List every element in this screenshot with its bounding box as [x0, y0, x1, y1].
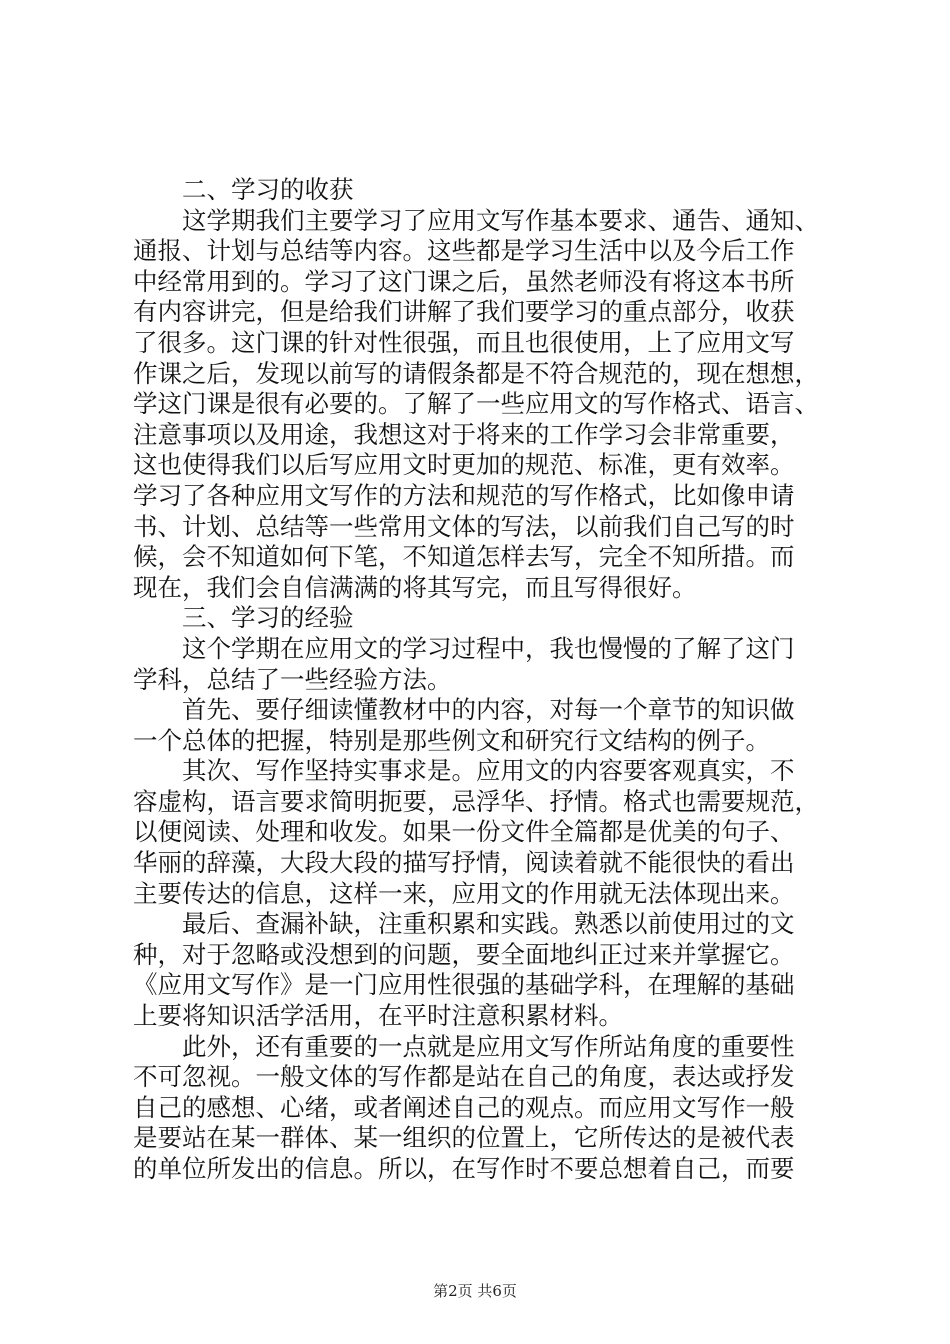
text-line: 最后、查漏补缺，注重积累和实践。熟悉以前使用过的文: [182, 909, 795, 939]
text-line: 学科，总结了一些经验方法。: [133, 664, 452, 694]
text-line: 华丽的辞藻，大段大段的描写抒情，阅读着就不能很快的看出: [133, 848, 795, 878]
text-line: 学这门课是很有必要的。了解了一些应用文的写作格式、语言、: [133, 389, 819, 419]
text-line: 通报、计划与总结等内容。这些都是学习生活中以及今后工作: [133, 236, 795, 266]
text-line: 了很多。这门课的针对性很强，而且也很使用，上了应用文写: [133, 327, 795, 357]
text-line: 其次、写作坚持实事求是。应用文的内容要客观真实，不: [182, 756, 795, 786]
text-line: 这个学期在应用文的学习过程中，我也慢慢的了解了这门: [182, 633, 795, 663]
text-line: 学习了各种应用文写作的方法和规范的写作格式，比如像申请: [133, 480, 795, 510]
text-line: 自己的感想、心绪，或者阐述自己的观点。而应用文写作一般: [133, 1092, 795, 1122]
text-line: 这也使得我们以后写应用文时更加的规范、标准，更有效率。: [133, 450, 795, 480]
text-line: 中经常用到的。学习了这门课之后，虽然老师没有将这本书所: [133, 266, 795, 296]
text-line: 这学期我们主要学习了应用文写作基本要求、通告、通知、: [182, 205, 819, 235]
text-line: 的单位所发出的信息。所以，在写作时不要总想着自己，而要: [133, 1154, 795, 1183]
text-line: 种，对于忽略或没想到的问题，要全面地纠正过来并掌握它。: [133, 939, 795, 969]
text-line: 上要将知识活学活用，在平时注意积累材料。: [133, 1001, 623, 1031]
text-line: 有内容讲完，但是给我们讲解了我们要学习的重点部分，收获: [133, 297, 795, 327]
page-footer: 第2页 共6页: [433, 1282, 517, 1300]
text-line: 候，会不知道如何下笔，不知道怎样去写，完全不知所措。而: [133, 542, 795, 572]
text-line: 书、计划、总结等一些常用文体的写法，以前我们自己写的时: [133, 511, 795, 541]
text-line: 三、学习的经验: [182, 603, 354, 633]
text-line: 以便阅读、处理和收发。如果一份文件全篇都是优美的句子、: [133, 817, 795, 847]
text-line: 注意事项以及用途，我想这对于将来的工作学习会非常重要，: [133, 419, 795, 449]
text-line: 不可忽视。一般文体的写作都是站在自己的角度，表达或抒发: [133, 1062, 795, 1092]
text-line: 现在，我们会自信满满的将其写完，而且写得很好。: [133, 572, 697, 602]
text-line: 容虚构，语言要求简明扼要，忌浮华、抒情。格式也需要规范，: [133, 786, 819, 816]
text-line: 此外，还有重要的一点就是应用文写作所站角度的重要性: [182, 1031, 795, 1061]
text-line: 二、学习的收获: [182, 175, 354, 204]
text-line: 主要传达的信息，这样一来，应用文的作用就无法体现出来。: [133, 878, 795, 908]
text-line: 是要站在某一群体、某一组织的位置上，它所传达的是被代表: [133, 1123, 795, 1153]
document-body: [133, 175, 833, 1185]
text-line: 作课之后，发现以前写的请假条都是不符合规范的，现在想想，: [133, 358, 819, 388]
text-line: 一个总体的把握，特别是那些例文和研究行文结构的例子。: [133, 725, 770, 755]
text-line: 《应用文写作》是一门应用性很强的基础学科，在理解的基础: [133, 970, 795, 1000]
text-line: 首先、要仔细读懂教材中的内容，对每一个章节的知识做: [182, 695, 795, 725]
